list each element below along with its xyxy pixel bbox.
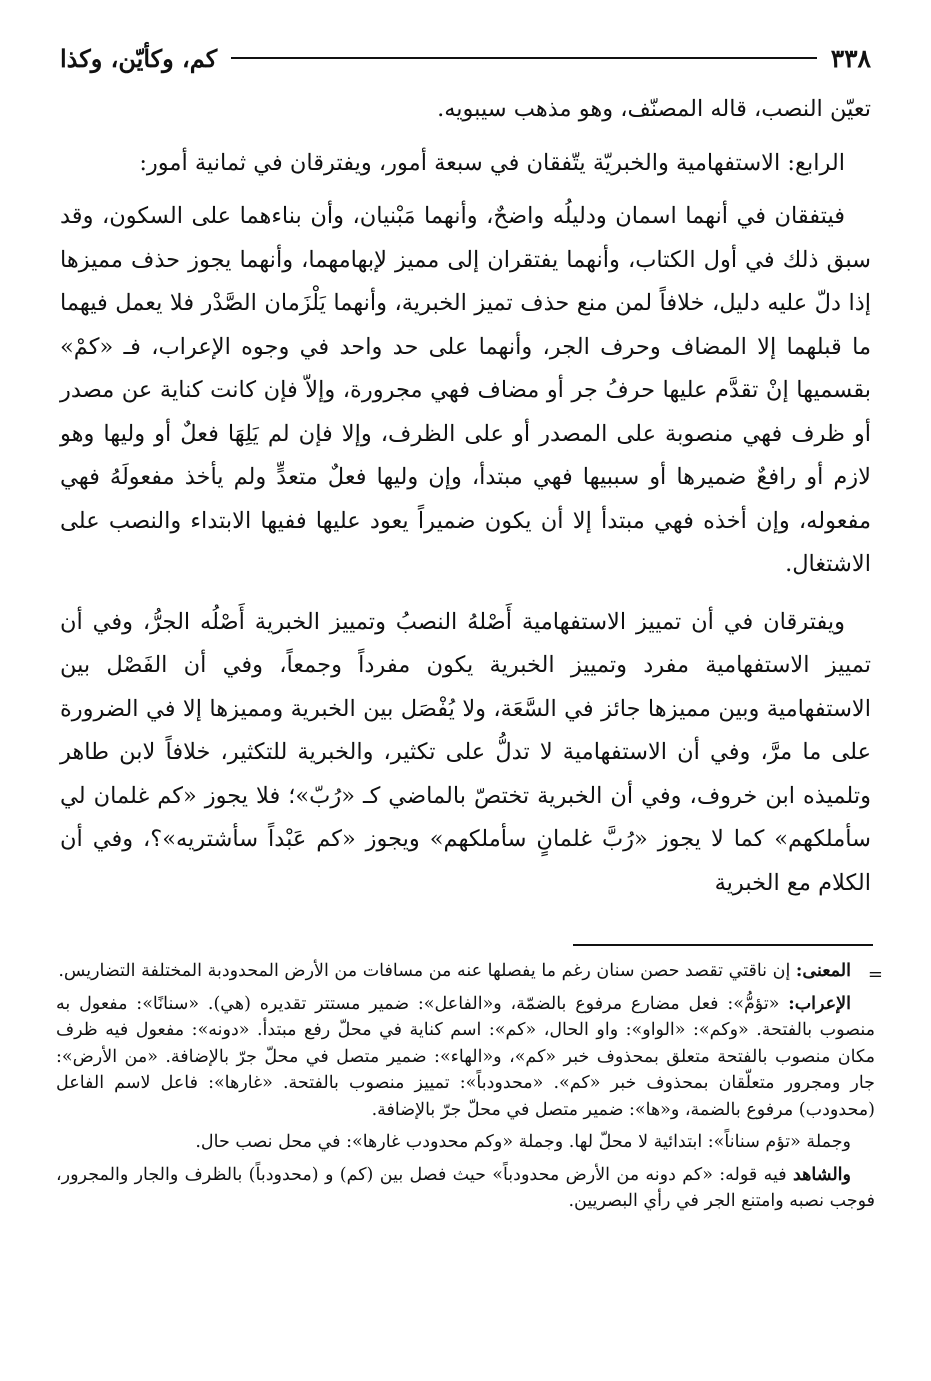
- page-header: [60, 38, 871, 78]
- paragraph-2: الرابع: الاستفهامية والخبريّة يتّفقان في سبعة أمور، ويفترقان في ثمانية أمور:: [139, 149, 845, 176]
- paragraph-3: فيتفقان في أنهما اسمان ودليلُه واضحٌ، وأنهما مَبْنيان، وأن بناءهما على السكون، وقد سبق ذلك في أول الكتاب، وأنهما يفتقران إلى مميز لإبهامهما، وأنهما يجوز حذف مميزها إذا دلّ عليه دليل، خلافاً لمن منع حذف تميز الخبرية، وأنهما يَلْزَمان الصَّدْر فلا يعمل فيهما ما قبلهما إلا المضاف وحرف الجر، وأنهما على حد واحد في وجوه الإعراب، فـ «كمْ» بقسميها إنْ تقدَّم عليها حرفُ جر أو مضاف فهي مجرورة، وإلاّ فإن كانت كناية عن مصدر أو ظرف فهي منصوبة على المصدر أو على الظرف، وإلا فإن لم يَلِهَا فعلٌ أو وليها وهو لازم أو رافعٌ ضميرها أو سببيها فهي مبتدأ، وإن وليها فعلٌ متعدٍّ ولم يأخذ مفعولَهُ فهي مفعوله، وإن أخذه فهي مبتدأ إلا أن يكون ضميراً يعود عليها ففيها الابتداء والنصب على الاشتغال.: [60, 203, 871, 577]
- meaning-text: إن ناقتي تقصد حصن سنان رغم ما يفصلها عنه من مسافات من الأرض المحدودبة المختلفة التضاريس.: [58, 961, 791, 981]
- running-title: كم، وكأيّن، وكذا: [60, 43, 218, 73]
- shahid-label: والشاهد: [792, 1164, 851, 1185]
- main-text: [60, 88, 871, 915]
- header-rule: [231, 57, 817, 59]
- meaning-label: المعنى:: [795, 961, 851, 981]
- footnote-meaning: [56, 958, 875, 985]
- footnote-irab: [56, 991, 875, 1124]
- shahid-text: فيه قوله: «كم دونه من الأرض محدودباً» حيث فصل بين (كم) و (محدودباً) بالظرف والجار والمجرور، فوجب نصبه وامتنع الجر في رأي البصريين.: [56, 1164, 875, 1211]
- footnote-jumla: وجملة «تؤم سناناً»: ابتدائية لا محلّ لها. وجملة «وكم محدودب غارها»: في محل نصب حال.: [195, 1132, 851, 1152]
- paragraph-4: ويفترقان في أن تمييز الاستفهامية أَصْلهُ النصبُ وتمييز الخبرية أَصْلُه الجرُّ، وفي أن تمييز الاستفهامية مفرد وتمييز الخبرية يكون مفرداً وجمعاً، وفي أن الفَصْل بين الاستفهامية وبين مميزها جائز في السَّعَة، ولا يُفْصَل بين الخبرية ومميزها إلا في الضرورة على ما مرَّ، وفي أن الاستفهامية لا تدلُّ على تكثير، والخبرية للتكثير، خلافاً لابن طاهر وتلميذه ابن خروف، وفي أن الخبرية تختصّ بالماضي كـ «رُبّ»؛ فلا يجوز «كم غلمان لي سأملكهم» كما لا يجوز «رُبَّ غلمانٍ سأملكهم» ويجوز «كم عَبْداً سأشتريه»؟، وفي أن الكلام مع الخبرية: [60, 608, 871, 896]
- footnote-shahid: [56, 1162, 875, 1215]
- page-number: ٣٣٨: [830, 43, 871, 73]
- footnote-continuation-mark: =: [867, 964, 883, 985]
- paragraph-1: تعيّن النصب، قاله المصنّف، وهو مذهب سيبويه.: [437, 96, 871, 122]
- footnotes: [56, 958, 875, 1221]
- irab-label: الإعراب:: [788, 993, 851, 1014]
- footnote-rule: [573, 944, 873, 946]
- irab-text: «تؤمُّ»: فعل مضارع مرفوع بالضمّة، و«الفاعل»: ضمير مستتر تقديره (هي). «سنانًا»: مفعول به منصوب بالفتحة. «وكم»: «الواو»: واو الحال، «كم»: اسم كناية في محلّ رفع مبتدأ. «دونه»: مفعول فيه ظرف مكان منصوب بالفتحة متعلق بمحذوف خبر «كم»، و«الهاء»: ضمير متصل في محلّ جرّ بالإضافة. «من الأرض»: جار ومجرور متعلّقان بمحذوف خبر «كم». «محدودباً»: تمييز منصوب بالفتحة. «غارها»: فاعل لاسم الفاعل (محدودب) مرفوع بالضمة، و«ها»: ضمير متصل في محلّ جرّ بالإضافة.: [56, 993, 875, 1120]
